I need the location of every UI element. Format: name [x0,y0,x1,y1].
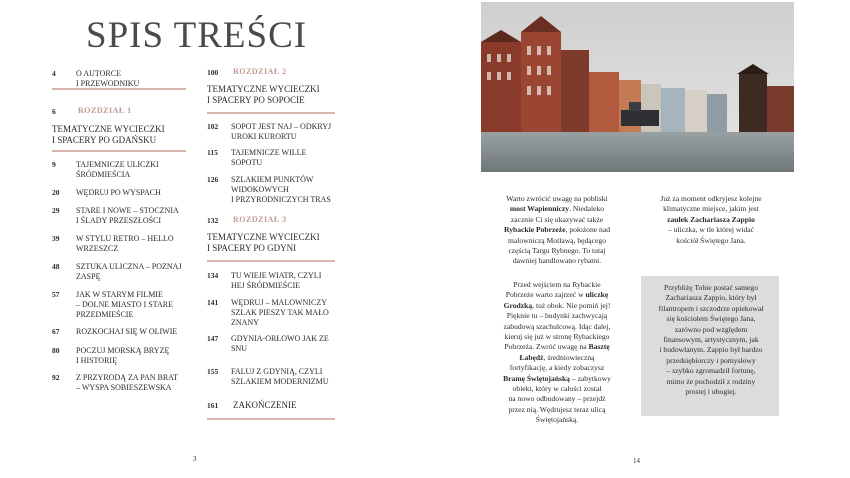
section-heading-line: TEMATYCZNE WYCIECZKI [52,124,165,134]
toc-page-number: 100 [207,68,219,77]
toc-page-number: 155 [207,367,219,376]
toc-page-number: 6 [52,107,56,116]
toc-entry-title: O AUTORCE [76,69,121,78]
text-run: malowniczą Motławą, będącego [507,235,607,245]
toc-page-number: 9 [52,160,56,169]
text-run: zarówno pod względem [674,324,748,334]
toc-entry-title: TAJEMNICZE ULICZKI [76,160,159,169]
toc-page-number: 48 [52,262,60,271]
text-run: – uliczka, w tle której widać [667,225,755,235]
text-line [487,384,627,394]
right-page [425,0,850,478]
text-run: – zabytkowy [569,373,611,383]
text-run: przedsiębiorczy i pomysłowy [666,355,756,365]
section-heading [207,84,320,105]
text-run: Warto zwrócić uwagę na pobliski [506,194,608,203]
page-number: 3 [193,455,197,463]
text-line [641,194,781,204]
text-line [641,377,781,387]
text-line [487,246,627,256]
toc-entry-title: TU WIEJE WIATR, CZYLI [231,271,322,280]
highlighted-place-name: Basztę [588,342,610,352]
section-heading [52,124,165,145]
highlighted-place-name: Rybackie Pobrzeże [503,225,566,235]
toc-page-number: 92 [52,373,60,382]
text-line [641,335,781,345]
text-line [641,283,781,293]
text-run: dawniej handlowano rybami. [512,256,602,266]
text-line [487,204,627,214]
divider-rule [207,260,335,262]
toc-page-number: 4 [52,69,56,78]
section-heading-line: I SPACERY PO GDYNI [207,242,297,253]
toc-entry-title: WRZESZCZ [76,244,119,253]
text-line [487,215,627,225]
text-line [641,345,781,355]
toc-entry-title: ŚRÓDMIEŚCIA [76,170,131,179]
text-run: . Niedaleko [569,204,605,214]
text-run: zacznie Ci się ukazywać także [510,214,604,224]
text-line [487,332,627,342]
toc-entry-title: WĘDRUJ – MALOWNICZY [231,298,327,307]
toc-page-number: 147 [207,334,219,343]
text-line [487,322,627,332]
toc-entry-title: SZLAKIEM MODERNIZMU [231,377,329,386]
toc-entry-title: UROKI KURORTU [231,132,297,141]
text-run: , średniowieczną [543,352,595,362]
toc-entry-title: ROZKOCHAJ SIĘ W OLIWIE [76,327,178,336]
text-run: Pobrzeże warto zajrzeć w [505,290,586,300]
chapter-label: ROZDZIAŁ 1 [78,106,132,115]
text-run: i budowlanym. Zappio był bardzo [659,345,763,355]
text-line [641,293,781,303]
toc-page-number: 126 [207,175,219,184]
text-line [641,304,781,314]
toc-page-number: 80 [52,346,60,355]
toc-entry-title: SZLAKIEM PUNKTÓW [231,175,314,184]
toc-entry-title: WĘDRUJ PO WYSPACH [76,188,161,197]
text-line [641,215,781,225]
toc-entry-title: Z PRZYRODĄ ZA PAN BRAT [76,373,178,382]
page-title: SPIS TREŚCI [86,15,308,56]
text-run: się kościołem Świętego Jana, [666,314,756,324]
text-run: Przybliżę Tobie postać samego [663,283,758,292]
gdansk-waterfront-photo [481,2,794,172]
toc-page-number: 161 [207,401,219,410]
toc-entry-title: FALUJ Z GDYNIĄ, CZYLI [231,367,323,376]
toc-page-number: 115 [207,148,218,157]
text-run: mimo że pochodził z rodziny [666,376,756,386]
section-heading-line: TEMATYCZNE WYCIECZKI [207,232,320,242]
divider-rule [52,88,186,90]
toc-entry-title: PRZEDMIEŚCIE [76,310,134,319]
highlighted-place-name: uliczkę [585,290,609,300]
text-column-b-paragraph-1 [641,194,781,246]
text-line [641,314,781,324]
text-run: Pobrzeża. Zwróć uwagę na [504,342,589,352]
text-run: prostej i ubogiej. [685,387,737,397]
divider-rule [207,112,335,114]
toc-entry-title: JAK W STARYM FILMIE [76,290,163,299]
text-line [487,394,627,404]
highlighted-place-name: Grodzką [503,300,533,310]
text-line [487,280,627,290]
text-run: Pięknie tu – budynki zachwycają [506,311,608,321]
section-heading-line: TEMATYCZNE WYCIECZKI [207,84,320,94]
toc-entry-title: I HISTORIĘ [76,356,117,365]
text-run: na nowo odbudowany – przejdź [508,394,606,404]
text-line [487,374,627,384]
toc-entry-title: ZASPĘ [76,272,101,281]
toc-page-number: 29 [52,206,60,215]
section-heading-line: I SPACERY PO GDAŃSKU [52,134,157,145]
text-line [487,290,627,300]
toc-entry-title: – DOLNE MIASTO I STARE [76,300,173,309]
text-run: , tuż obok. Nie pomiń jej! [532,300,611,310]
toc-entry-title: WIDOKOWYCH [231,185,289,194]
text-run: kieruj się już w stronę Rybackiego [504,332,610,342]
chapter-label: ROZDZIAŁ 3 [233,215,287,224]
text-run: Świętojańską. [535,415,579,425]
divider-rule [207,418,335,420]
text-line [641,366,781,376]
toc-entry-title: – WYSPA SOBIESZEWSKA [76,383,172,392]
text-run: , położone nad [565,225,611,235]
toc-page-number: 132 [207,216,219,225]
toc-entry-title: HEJ ŚRÓDMIEŚCIE [231,281,301,290]
toc-entry-title: SOPOTU [231,158,263,167]
section-heading-line: I SPACERY PO SOPOCIE [207,94,305,105]
text-run: Już za moment odkryjesz kolejne [660,194,762,203]
text-line [487,225,627,235]
toc-entry-title: POCZUJ MORSKĄ BRYZĘ [76,346,170,355]
text-line [487,415,627,425]
text-run: fortyfikację, a kiedy zobaczysz [509,363,605,373]
chapter-label: ROZDZIAŁ 2 [233,67,287,76]
page-number: 14 [633,457,640,465]
text-line [641,387,781,397]
toc-entry-title: SNU [231,344,248,353]
toc-entry-title: I PRZYRODNICZYCH TRAS [231,195,331,204]
text-line [487,256,627,266]
toc-entry-title: I PRZEWODNIKU [76,79,140,88]
toc-entry-title: STARE I NOWE – STOCZNIA [76,206,179,215]
toc-entry-title: SZLAK PIESZY TAK MAŁO [231,308,329,317]
text-line [487,301,627,311]
text-line [641,204,781,214]
section-heading [207,232,320,253]
text-column-a-paragraph-2 [487,280,627,426]
toc-page-number: 20 [52,188,60,197]
text-line [487,353,627,363]
toc-page-number: 102 [207,122,219,131]
toc-page-number: 67 [52,327,60,336]
text-run: finansowym, artystycznym, jak [663,335,759,345]
text-run: przez nią. Wędrujesz teraz ulicą [508,404,606,414]
highlighted-place-name: Łabędź [519,352,544,362]
text-column-a-paragraph-1 [487,194,627,267]
text-run: klimatyczne miejsce, jakim jest [663,204,759,214]
divider-rule [52,150,186,152]
text-line [487,363,627,373]
highlighted-place-name: Bramę Świętojańską [503,373,570,383]
toc-page-number: 134 [207,271,219,280]
text-line [487,342,627,352]
text-line [487,405,627,415]
toc-entry-title: TAJEMNICZE WILLE [231,148,307,157]
highlighted-place-name: zaułek Zachariasza Zappio [667,214,755,224]
toc-entry-title: SOPOT JEST NAJ – ODKRYJ [231,122,332,131]
text-run: częścią Targu Rybnego. To tutaj [508,246,606,256]
toc-page-number: 39 [52,234,60,243]
text-line [487,236,627,246]
text-line [641,225,781,235]
text-line [641,236,781,246]
text-line [641,356,781,366]
text-run: kościół Świętego Jana. [676,235,746,245]
highlighted-place-name: most Wapienniczy [509,204,570,214]
text-run: – szybko zgromadził fortunę, [666,366,756,376]
toc-page-number: 141 [207,298,219,307]
toc-entry-title: ZNANY [231,318,259,327]
info-box-text [641,283,781,397]
toc-entry-title: W STYLU RETRO – HELLO [76,234,174,243]
toc-entry-title: I ŚLADY PRZESZŁOŚCI [76,216,162,225]
text-line [487,194,627,204]
text-line [487,311,627,321]
text-line [641,325,781,335]
toc-entry-title: GDYNIA-ORŁOWO JAK ZE [231,334,329,343]
text-run: Zachariasza Zappio, który był [665,293,757,303]
text-run: Przed wejściem na Rybackie [513,280,601,289]
section-heading [233,400,297,411]
section-heading-line: ZAKOŃCZENIE [233,400,297,410]
toc-page-number: 57 [52,290,60,299]
text-run: obiekt, który w całości został [512,384,602,394]
text-run: zabudową szachulcową. Idąc dalej, [503,321,611,331]
toc-entry-title: SZTUKA ULICZNA – POZNAJ [76,262,182,271]
text-run: filantropem i szczodrze opiekował [658,303,764,313]
